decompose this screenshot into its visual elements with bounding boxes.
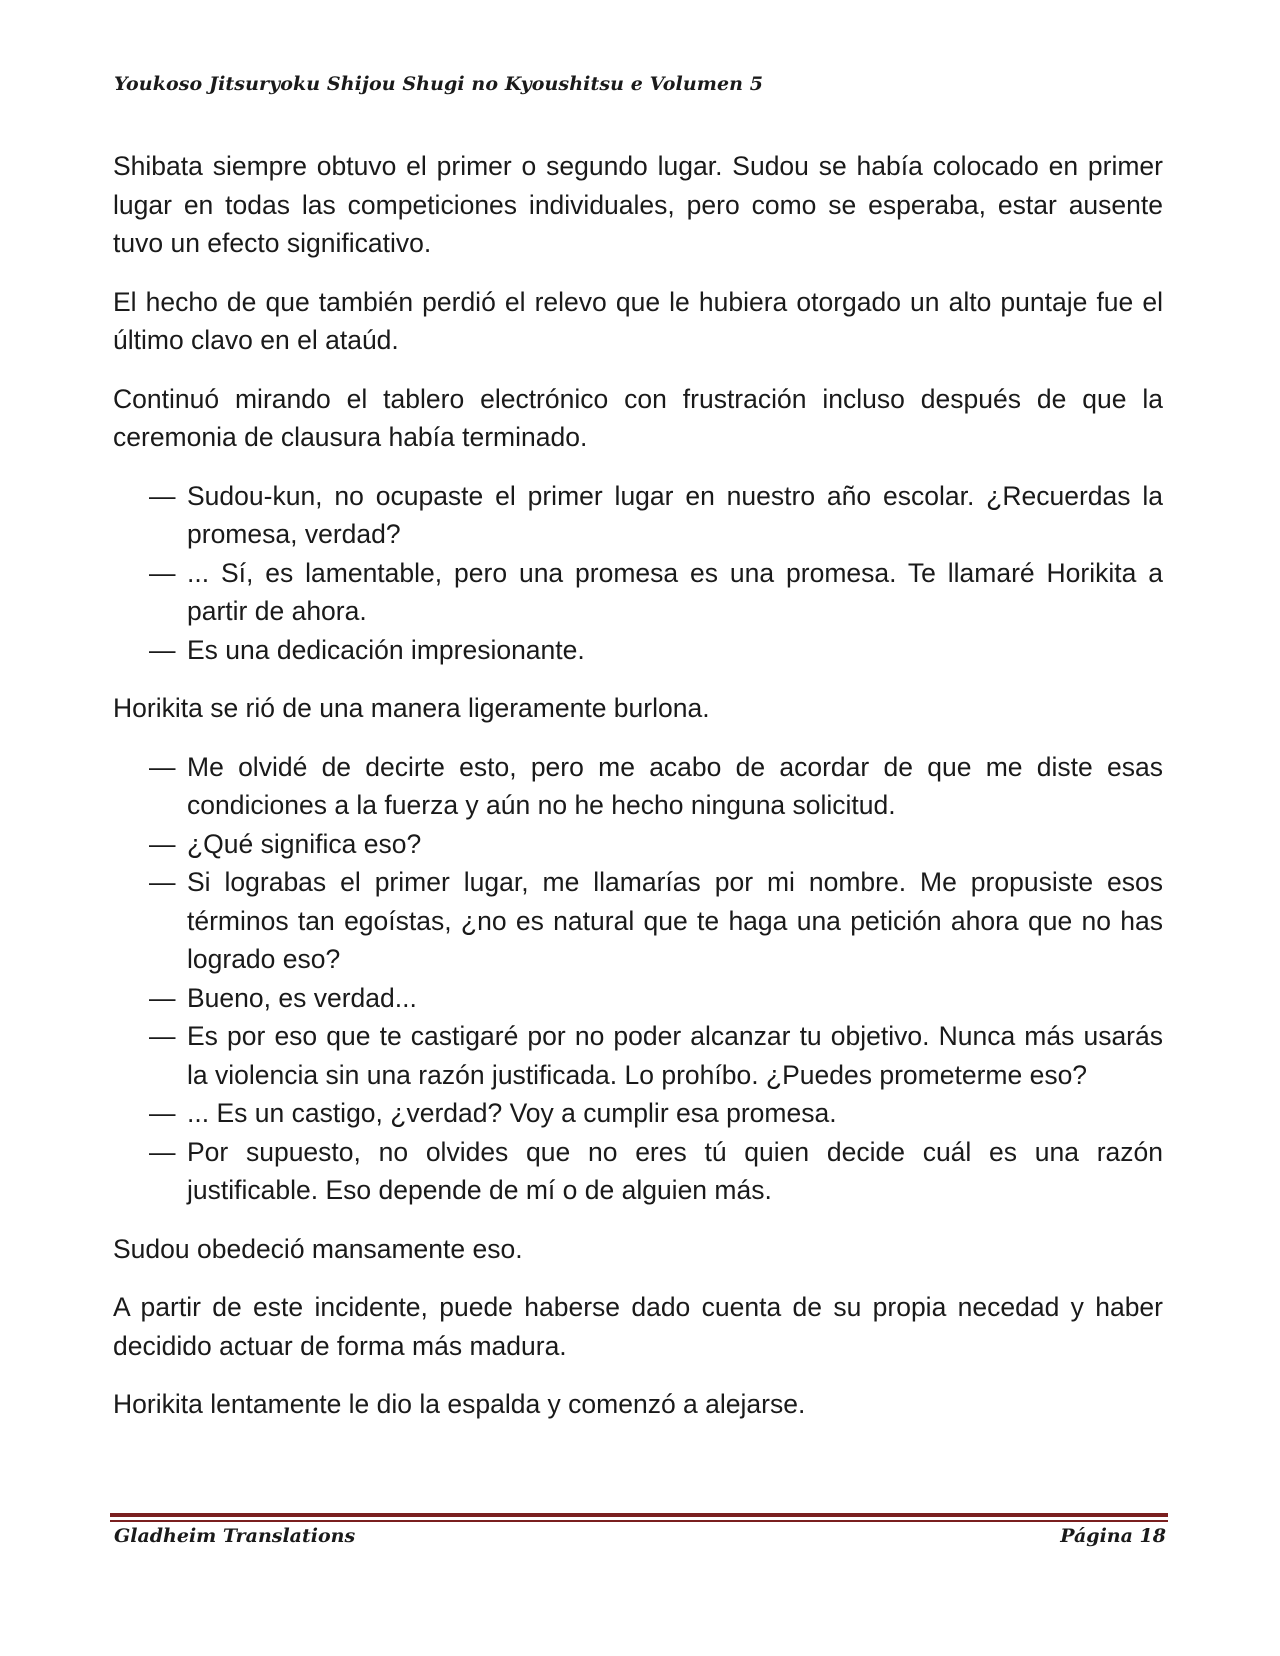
dialog-dash: — xyxy=(149,1021,176,1051)
dialog-line xyxy=(113,825,1163,864)
footer-divider-thin xyxy=(110,1520,1168,1522)
dialog-text: Sudou-kun, no ocupaste el primer lugar en nuestro año escolar. ¿Recuerdas la promesa, verdad? xyxy=(187,480,1163,549)
paragraph-6: A partir de este incidente, puede haberse dado cuenta de su propia necedad y haber decidido actuar de forma más madura. xyxy=(113,1292,1163,1361)
paragraph-3: Continuó mirando el tablero electrónico con frustración incluso después de que la ceremonia de clausura había terminado. xyxy=(113,383,1163,452)
footer-page-number: Página 18 xyxy=(1060,1525,1166,1547)
paragraph-4: Horikita se rió de una manera ligeramente burlona. xyxy=(113,693,710,723)
dialog-text: Si lograbas el primer lugar, me llamarías por mi nombre. Me propusiste esos términos tan egoístas, ¿no es natural que te haga una petición ahora que no has logrado eso? xyxy=(187,867,1163,974)
dialog-text: Me olvidé de decirte esto, pero me acabo de acordar de que me diste esas condiciones a la fuerza y aún no he hecho ninguna solicitud. xyxy=(187,751,1163,820)
dialog-dash: — xyxy=(149,982,176,1013)
page-header-title: Youkoso Jitsuryoku Shijou Shugi no Kyoushitsu e Volumen 5 xyxy=(114,73,764,95)
dialog-line xyxy=(113,1094,1163,1133)
dialog-dash: — xyxy=(149,751,176,782)
dialog-block-1 xyxy=(113,477,1163,670)
dialog-line xyxy=(113,1017,1163,1094)
dialog-dash: — xyxy=(149,828,176,859)
dialog-text: ... Es un castigo, ¿verdad? Voy a cumplir esa promesa. xyxy=(187,1098,837,1128)
dialog-text: Bueno, es verdad... xyxy=(187,982,417,1013)
dialog-dash: — xyxy=(149,557,176,588)
dialog-line xyxy=(113,554,1163,631)
paragraph-2: El hecho de que también perdió el relevo que le hubiera otorgado un alto puntaje fue el último clavo en el ataúd. xyxy=(113,286,1163,355)
dialog-line xyxy=(113,477,1163,554)
dialog-text: ¿Qué significa eso? xyxy=(187,828,422,859)
paragraph-1: Shibata siempre obtuvo el primer o segundo lugar. Sudou se había colocado en primer lugar en todas las competiciones individuales, pero como se esperaba, estar ausente tuvo un efecto significativo. xyxy=(113,151,1163,258)
page-body xyxy=(113,147,1163,1444)
dialog-dash: — xyxy=(149,1098,176,1128)
dialog-text: Es por eso que te castigaré por no poder alcanzar tu objetivo. Nunca más usarás la violencia sin una razón justificada. Lo prohíbo. ¿Puedes prometerme eso? xyxy=(187,1021,1163,1090)
dialog-block-2 xyxy=(113,748,1163,1210)
dialog-dash: — xyxy=(149,634,176,665)
dialog-line xyxy=(113,748,1163,825)
dialog-line xyxy=(113,631,1163,670)
paragraph-5: Sudou obedeció mansamente eso. xyxy=(113,1233,523,1264)
paragraph-7: Horikita lentamente le dio la espalda y comenzó a alejarse. xyxy=(113,1389,806,1419)
dialog-dash: — xyxy=(149,480,176,511)
footer-divider-thick xyxy=(110,1513,1168,1517)
dialog-line xyxy=(113,1133,1163,1210)
dialog-line xyxy=(113,979,1163,1018)
dialog-text: Por supuesto, no olvides que no eres tú quien decide cuál es una razón justificable. Eso depende de mí o de alguien más. xyxy=(187,1136,1163,1205)
dialog-dash: — xyxy=(149,867,176,897)
dialog-line xyxy=(113,863,1163,979)
footer-publisher: Gladheim Translations xyxy=(114,1525,356,1547)
dialog-text: ... Sí, es lamentable, pero una promesa es una promesa. Te llamaré Horikita a partir de ahora. xyxy=(187,557,1163,626)
dialog-text: Es una dedicación impresionante. xyxy=(187,634,585,665)
dialog-dash: — xyxy=(149,1136,176,1167)
